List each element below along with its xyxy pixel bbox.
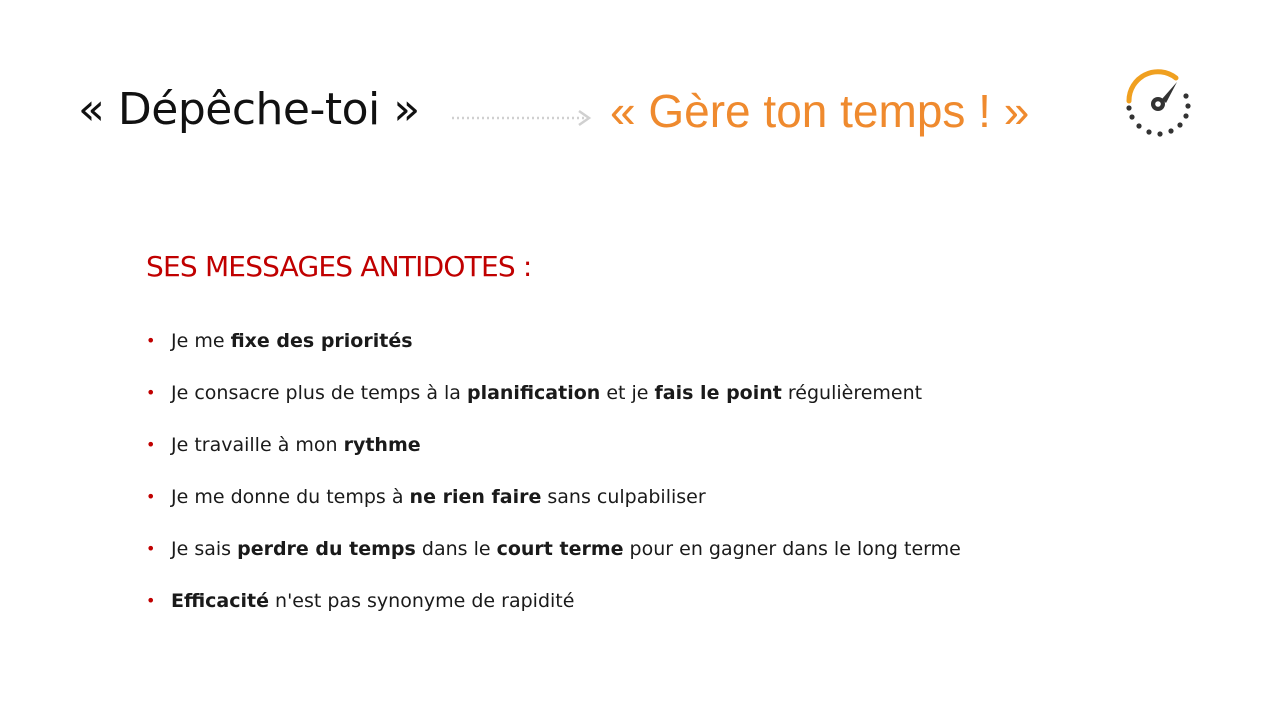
section-title: SES MESSAGES ANTIDOTES :	[146, 250, 532, 283]
list-item: • Je travaille à mon rythme	[146, 434, 421, 456]
header-right-title: « Gère ton temps ! »	[610, 85, 1030, 137]
bullet-icon: •	[146, 591, 156, 610]
gauge-icon	[1120, 66, 1196, 142]
bullet-icon: •	[146, 539, 156, 558]
list-item: • Je consacre plus de temps à la planification et je fais le point régulièrement	[146, 382, 923, 404]
list-item: • Je me donne du temps à ne rien faire sans culpabiliser	[146, 486, 706, 508]
list-item: • Je me fixe des priorités	[146, 330, 413, 352]
bullet-icon: •	[146, 435, 156, 454]
list-item: • Efficacité n'est pas synonyme de rapidité	[146, 590, 575, 612]
bullet-icon: •	[146, 487, 156, 506]
header-left-title: « Dépêche-toi »	[78, 84, 420, 135]
list-item: • Je sais perdre du temps dans le court terme pour en gagner dans le long terme	[146, 538, 961, 560]
antidote-list	[146, 328, 961, 640]
dotted-arrow-icon	[450, 106, 596, 130]
bullet-icon: •	[146, 331, 156, 350]
bullet-icon: •	[146, 383, 156, 402]
